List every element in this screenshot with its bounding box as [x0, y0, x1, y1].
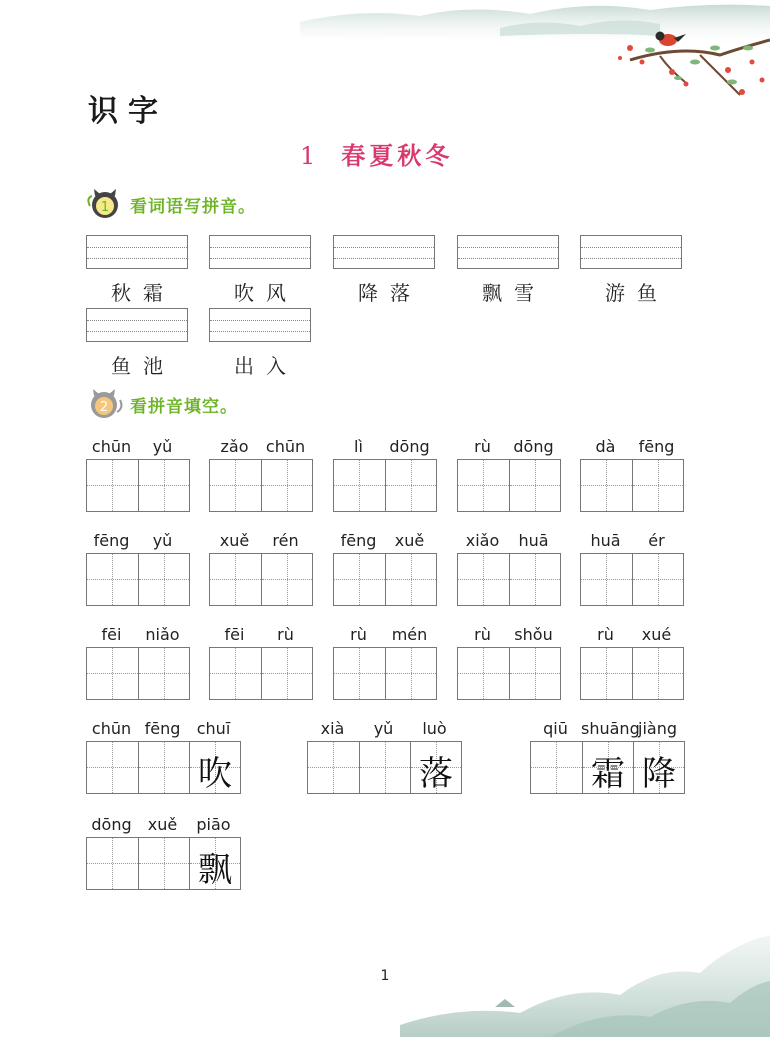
pinyin-syllable: zǎo	[220, 437, 249, 456]
answer-cell[interactable]	[385, 460, 436, 511]
pinyin-writing-lines[interactable]	[457, 235, 559, 269]
guide-line	[334, 247, 434, 248]
answer-cell[interactable]	[581, 554, 632, 605]
answer-cell[interactable]	[458, 460, 509, 511]
cell-character: 吹	[198, 754, 232, 794]
lesson-number: 1	[300, 142, 320, 170]
answer-cell[interactable]	[138, 838, 189, 889]
answer-cell[interactable]	[581, 648, 632, 699]
pinyin-prompt	[580, 625, 682, 645]
exercise-1-header	[86, 188, 256, 220]
pinyin-syllable: xuě	[147, 815, 178, 834]
guide-line	[458, 258, 558, 259]
pinyin-prompt	[86, 625, 188, 645]
word-label: 游鱼	[605, 281, 669, 305]
pinyin-prompt	[307, 719, 460, 739]
pinyin-syllable: rù	[277, 625, 294, 644]
pinyin-syllable: xià	[320, 719, 345, 738]
word-label: 出入	[234, 354, 298, 378]
answer-cell[interactable]	[261, 554, 312, 605]
guide-line	[210, 331, 310, 332]
section-title: 识字	[88, 94, 168, 129]
pinyin-prompt	[457, 531, 559, 551]
exercise-1-number: 1	[100, 200, 110, 215]
pinyin-writing-lines[interactable]	[333, 235, 435, 269]
answer-cell[interactable]	[87, 838, 138, 889]
answer-cell[interactable]	[138, 742, 189, 793]
pinyin-syllable: qiū	[543, 719, 568, 738]
word-label: 吹风	[234, 281, 298, 305]
pinyin-syllable: niǎo	[145, 625, 180, 644]
word-label: 鱼池	[111, 354, 175, 378]
pinyin-syllable: xiǎo	[465, 531, 500, 550]
lesson-name: 春夏秋冬	[341, 141, 454, 170]
guide-line	[87, 331, 187, 332]
character-grid	[333, 459, 437, 512]
pinyin-prompt	[86, 719, 239, 739]
pinyin-syllable: huā	[590, 531, 621, 550]
pinyin-prompt	[457, 437, 559, 457]
word-label: 秋霜	[111, 281, 175, 305]
exercise-2-header	[86, 388, 238, 420]
pinyin-syllable: luò	[422, 719, 447, 738]
answer-cell[interactable]	[334, 460, 385, 511]
answer-cell[interactable]	[87, 554, 138, 605]
pinyin-syllable: xué	[641, 625, 672, 644]
pinyin-writing-lines[interactable]	[86, 308, 188, 342]
answer-cell[interactable]	[458, 554, 509, 605]
pinyin-syllable: xuě	[394, 531, 425, 550]
pinyin-syllable: dà	[595, 437, 616, 456]
answer-cell[interactable]	[531, 742, 582, 793]
pinyin-syllable: yǔ	[152, 531, 173, 550]
pinyin-syllable: chūn	[265, 437, 306, 456]
pinyin-prompt	[580, 531, 682, 551]
answer-cell[interactable]	[261, 648, 312, 699]
character-grid	[457, 459, 561, 512]
character-grid	[86, 647, 190, 700]
answer-cell[interactable]	[385, 554, 436, 605]
ink-landscape-top-decoration	[300, 0, 770, 115]
exercise-2-number: 2	[99, 400, 109, 415]
pinyin-syllable: yǔ	[152, 437, 173, 456]
character-grid	[333, 647, 437, 700]
character-grid	[457, 647, 561, 700]
prefilled-character-cell	[189, 742, 240, 793]
guide-line	[334, 258, 434, 259]
pinyin-prompt	[209, 531, 311, 551]
guide-line	[210, 258, 310, 259]
pinyin-syllable: ér	[648, 531, 665, 550]
pinyin-syllable: rù	[350, 625, 367, 644]
pinyin-syllable: fēng	[93, 531, 130, 550]
guide-line	[87, 320, 187, 321]
guide-line	[210, 247, 310, 248]
answer-cell[interactable]	[458, 648, 509, 699]
pinyin-writing-lines[interactable]	[209, 308, 311, 342]
pinyin-prompt	[86, 437, 188, 457]
cat-badge-icon	[86, 388, 124, 420]
pinyin-syllable: jiàng	[638, 719, 677, 738]
prefilled-character-cell	[189, 838, 240, 889]
pinyin-syllable: rù	[474, 437, 491, 456]
character-grid	[580, 553, 684, 606]
answer-cell[interactable]	[87, 742, 138, 793]
cell-character: 霜	[591, 754, 625, 794]
pinyin-syllable: fēng	[638, 437, 675, 456]
answer-cell[interactable]	[210, 648, 261, 699]
answer-cell[interactable]	[138, 460, 189, 511]
pinyin-syllable: fēi	[224, 625, 245, 644]
pinyin-writing-lines[interactable]	[86, 235, 188, 269]
character-grid	[86, 553, 190, 606]
character-grid	[530, 741, 685, 794]
guide-line	[581, 247, 681, 248]
character-grid	[209, 647, 313, 700]
pinyin-syllable: rén	[272, 531, 299, 550]
answer-cell[interactable]	[308, 742, 359, 793]
pinyin-syllable: piāo	[196, 815, 231, 834]
answer-cell[interactable]	[385, 648, 436, 699]
pinyin-syllable: lì	[354, 437, 363, 456]
answer-cell[interactable]	[138, 648, 189, 699]
answer-cell[interactable]	[334, 648, 385, 699]
pinyin-prompt	[580, 437, 682, 457]
character-grid	[333, 553, 437, 606]
answer-cell[interactable]	[334, 554, 385, 605]
pinyin-syllable: dōng	[91, 815, 132, 834]
answer-cell[interactable]	[509, 554, 560, 605]
guide-line	[458, 247, 558, 248]
pinyin-prompt	[86, 815, 239, 835]
character-grid	[209, 553, 313, 606]
pinyin-syllable: chuī	[196, 719, 231, 738]
character-grid	[580, 459, 684, 512]
character-grid	[307, 741, 462, 794]
prefilled-character-cell	[410, 742, 461, 793]
pinyin-syllable: yǔ	[373, 719, 394, 738]
pinyin-syllable: fēng	[144, 719, 181, 738]
pinyin-syllable: chūn	[91, 437, 132, 456]
pinyin-syllable: huā	[518, 531, 549, 550]
cell-character: 落	[419, 754, 453, 794]
pinyin-prompt	[86, 531, 188, 551]
pinyin-prompt	[209, 437, 311, 457]
pinyin-syllable: mén	[391, 625, 428, 644]
word-label: 降落	[358, 281, 422, 305]
pinyin-syllable: rù	[597, 625, 614, 644]
character-grid	[86, 837, 241, 890]
pinyin-syllable: rù	[474, 625, 491, 644]
pinyin-syllable: shǒu	[514, 625, 553, 644]
pinyin-prompt	[457, 625, 559, 645]
pinyin-syllable: fēi	[101, 625, 122, 644]
pinyin-syllable: xuě	[219, 531, 250, 550]
cell-character: 飘	[198, 850, 232, 890]
exercise-1-instruction: 看词语写拼音。	[130, 196, 256, 217]
answer-cell[interactable]	[581, 460, 632, 511]
pinyin-writing-lines[interactable]	[580, 235, 682, 269]
answer-cell[interactable]	[87, 460, 138, 511]
character-grid	[580, 647, 684, 700]
pinyin-prompt	[209, 625, 311, 645]
prefilled-character-cell	[633, 742, 684, 793]
answer-cell[interactable]	[210, 460, 261, 511]
cell-character: 降	[642, 754, 676, 794]
character-grid	[86, 741, 241, 794]
pinyin-syllable: dōng	[513, 437, 554, 456]
answer-cell[interactable]	[632, 460, 683, 511]
answer-cell[interactable]	[138, 554, 189, 605]
character-grid	[86, 459, 190, 512]
answer-cell[interactable]	[87, 648, 138, 699]
pinyin-prompt	[333, 625, 435, 645]
pinyin-syllable: fēng	[340, 531, 377, 550]
answer-cell[interactable]	[509, 460, 560, 511]
answer-cell[interactable]	[261, 460, 312, 511]
pinyin-syllable: shuāng	[581, 719, 640, 738]
guide-line	[87, 247, 187, 248]
exercise-2-instruction: 看拼音填空。	[130, 396, 238, 417]
guide-line	[581, 258, 681, 259]
pinyin-prompt	[333, 437, 435, 457]
prefilled-character-cell	[582, 742, 633, 793]
answer-cell[interactable]	[359, 742, 410, 793]
guide-line	[210, 320, 310, 321]
pinyin-syllable: chūn	[91, 719, 132, 738]
pinyin-prompt	[333, 531, 435, 551]
character-grid	[209, 459, 313, 512]
answer-cell[interactable]	[509, 648, 560, 699]
page-number: 1	[380, 968, 390, 984]
guide-line	[87, 258, 187, 259]
pinyin-writing-lines[interactable]	[209, 235, 311, 269]
word-label: 飘雪	[482, 281, 546, 305]
lesson-title	[300, 136, 453, 171]
answer-cell[interactable]	[632, 554, 683, 605]
pinyin-prompt	[530, 719, 683, 739]
pinyin-syllable: dōng	[389, 437, 430, 456]
answer-cell[interactable]	[632, 648, 683, 699]
answer-cell[interactable]	[210, 554, 261, 605]
character-grid	[457, 553, 561, 606]
cat-badge-icon	[86, 188, 124, 220]
